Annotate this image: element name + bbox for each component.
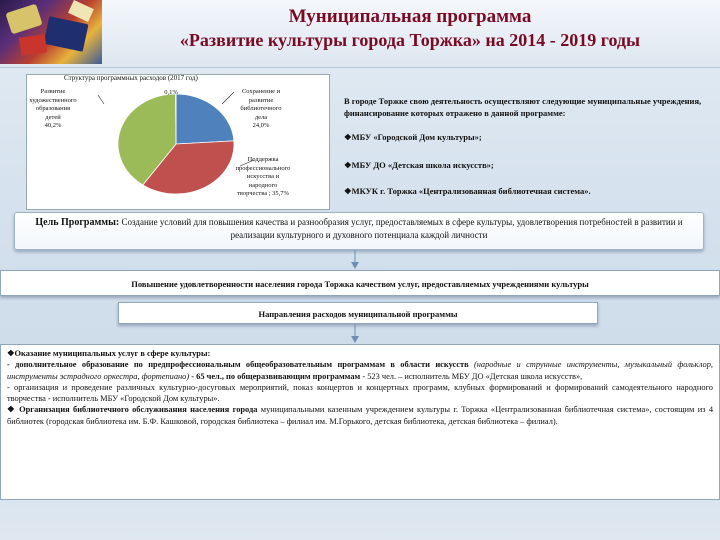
program-goal-box: [14, 212, 704, 250]
diamond-bullet-icon: ❖: [344, 132, 352, 142]
chart-title: Структура программных расходов (2017 год): [64, 74, 198, 82]
direction-education: - дополнительное образование по предпрофессиональным общеобразовательным программам в области искусств (народные и струнные инструменты, музыкальный фольклор, инструменты эстрадного оркестра, фортепиано) - 65 чел., по общеразвивающим программам - 523 чел. – исполнитель МБУ ДО «Детская школа искусств»,: [7, 360, 713, 381]
outcome-box: Повышение удовлетворенности населения города Торжка качеством услуг, предоставляемых учреждениями культуры: [0, 270, 720, 296]
direction-culture-events: - организация и проведение различных культурно-досуговых мероприятий, показ концертов и концертных программ, клубных формирований и формирований самодеятельного народного творчества - исполнитель МБУ «Городской Дом культуры».: [7, 382, 713, 404]
directions-title-box: Направления расходов муниципальной программы: [118, 302, 598, 324]
diamond-bullet-icon: ❖: [344, 186, 352, 196]
page-title-line2: «Развитие культуры города Торжка» на 2014 - 2019 годы: [179, 30, 641, 50]
slice-label-small: 0,1%: [164, 89, 178, 96]
diamond-bullet-icon: ❖: [7, 349, 15, 358]
down-arrow-icon: [348, 324, 362, 344]
slice-label-art: Поддержка профессионального искусства и народного творчества ; 35,7%: [235, 156, 291, 197]
header-collage-image: [0, 0, 102, 64]
leader-line: [98, 95, 104, 104]
down-arrow-icon: [348, 250, 362, 270]
page-title-line1: Муниципальная программа: [288, 6, 532, 27]
header: [0, 0, 720, 68]
diamond-bullet-icon: ❖: [7, 405, 16, 415]
directions-text-box: [0, 344, 720, 500]
slice-label-library: Сохранение и развитие библиотечного дела 24,0%: [240, 88, 282, 129]
institution-bullet: ❖МБУ ДО «Детская школа искусств»;: [344, 160, 494, 170]
goal-label: Цель Программы:: [35, 217, 120, 228]
institution-bullet: ❖МБУ «Городской Дом культуры»;: [344, 132, 482, 142]
diamond-bullet-icon: ❖: [344, 160, 352, 170]
direction-services-heading: ❖Оказание муниципальных услуг в сфере культуры:: [7, 349, 211, 358]
goal-text: Создание условий для повышения качества и разнообразия услуг, предоставляемых в сфере культуры, удовлетворения потребностей в развитии и реализации культурного и духовного потенциала каждой личности: [121, 217, 683, 240]
slice-label-education: Развитие художественного образования детей 40,2%: [29, 88, 77, 129]
direction-library: ❖ Организация библиотечного обслуживания населения города муниципальными казенным учреждением культуры г. Торжка «Централизованная библиотечная система», состоящим из 4 библиотек (городская библиотека им. Б.Ф. Кашковой, городская библиотека – филиал им. М.Горького, детская библиотека, детская библиотека – филиал).: [7, 405, 714, 426]
institution-bullet: ❖МКУК г. Торжка «Централизованная библиотечная система».: [344, 186, 591, 196]
intro-text: В городе Торжке свою деятельность осуществляют следующие муниципальные учреждения, финансирование которых отражено в данной программе:: [344, 96, 702, 118]
